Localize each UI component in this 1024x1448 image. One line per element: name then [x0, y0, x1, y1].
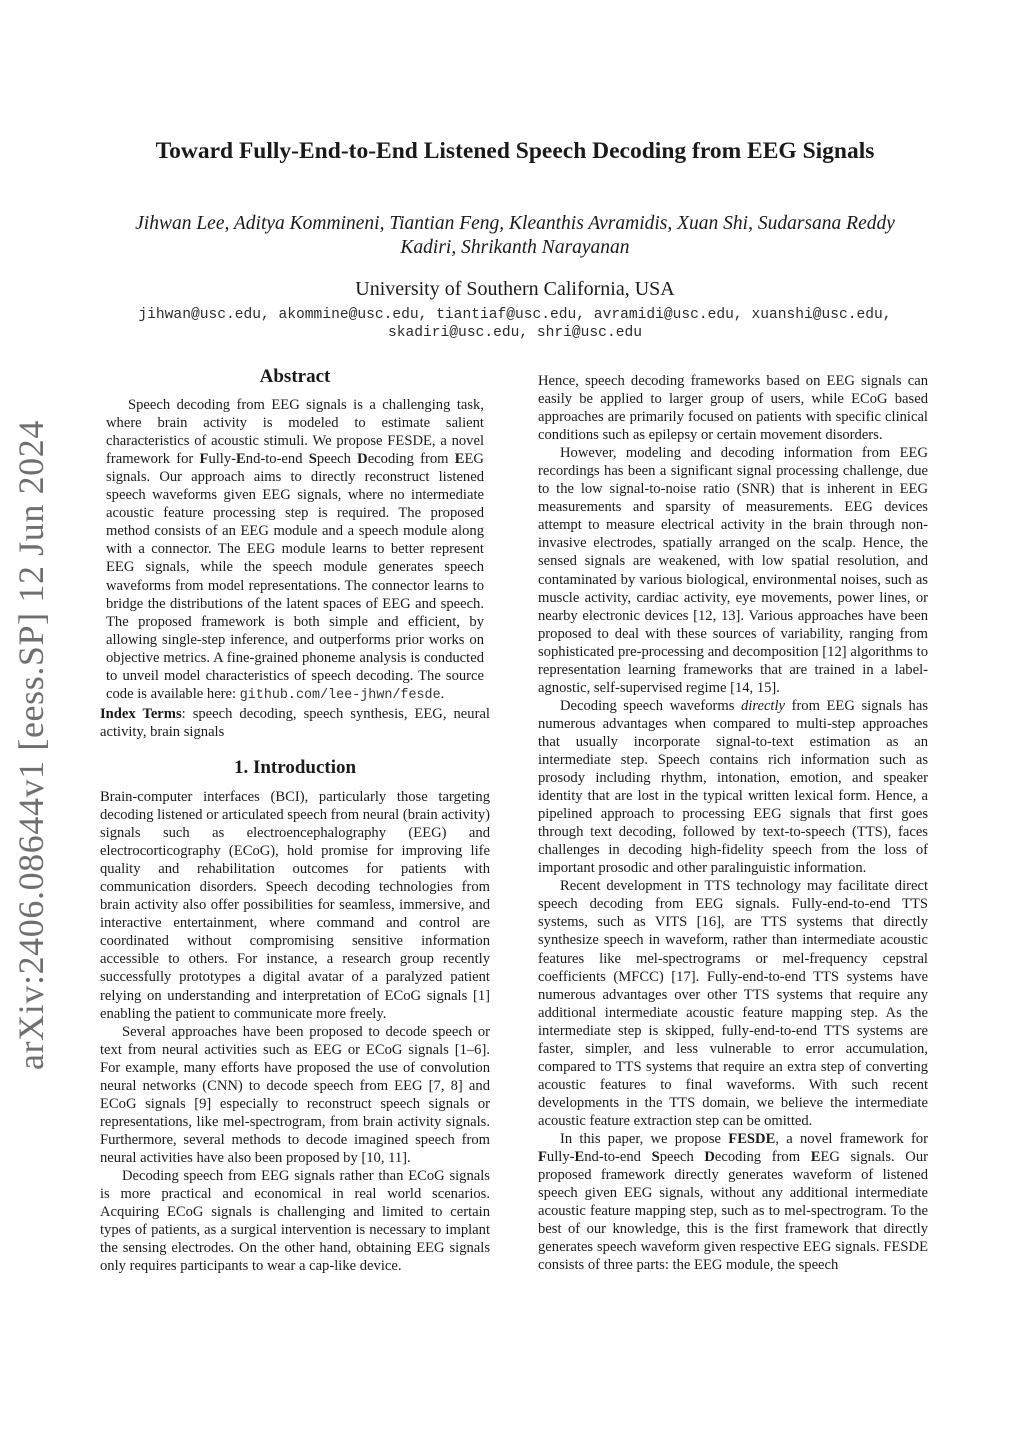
- affiliation: University of Southern California, USA: [355, 278, 675, 300]
- paper-title: Toward Fully-End-to-End Listened Speech Decoding from EEG Signals: [155, 138, 875, 164]
- arxiv-identifier: arXiv:2406.08644v1 [eess.SP] 12 Jun 2024: [11, 420, 51, 1070]
- author-emails: [100, 306, 930, 342]
- intro-paragraph-3: Decoding speech from EEG signals rather than ECoG signals is more practical and economical in real world scenarios. Acquiring ECoG signals is challenging and limited to certain types of patients, as a surgical intervention is necessary to implant the sensing electrodes. On the other hand, obtaining EEG signals only requires participants to wear a cap-like device.: [100, 1167, 490, 1275]
- intro-paragraph-5: Decoding speech waveforms directly from EEG signals has numerous advantages when compared to multi-step approaches that usually incorporate signal-to-text estimation as an intermediate step. Speech contains rich information such as prosody including rhythm, intonation, emotion, and speaker identity that are lost in the typical written lexical form. Hence, a pipelined approach to processing EEG signals that first goes through text decoding, followed by text-to-speech (TTS), faces challenges in decoding high-fidelity speech from the loss of important prosodic and other paralinguistic information.: [538, 697, 928, 877]
- right-column: [538, 372, 928, 1274]
- email-line-2: skadiri@usc.edu, shri@usc.edu: [388, 325, 642, 341]
- intro-paragraph-7: In this paper, we propose FESDE, a novel framework for Fully-End-to-end Speech Decoding from EEG signals. Our proposed framework directly generates waveform of listened speech given EEG signals, without any additional intermediate acoustic feature mapping step, such as to mel-spectrogram. To the best of our knowledge, this is the first framework that directly generates speech waveform given respective EEG signals. FESDE consists of three parts: the EEG module, the speech: [538, 1130, 928, 1274]
- intro-paragraph-1: Brain-computer interfaces (BCI), particularly those targeting decoding listened or articulated speech from neural (brain activity) signals such as electroencephalography (EEG) and electrocorticography (ECoG), hold promise for improving life quality and rehabilitation outcomes for patients with communication disorders. Speech decoding technologies from brain activity also offer possibilities for seamless, immersive, and interactive entertainment, where command and control are coordinated without compromising sensitive information accessible to others. For instance, a research group recently successfully prototypes a digital avatar of a paralyzed patient relying on understanding and interpretation of ECoG signals [1] enabling the patient to communicate more freely.: [100, 788, 490, 1022]
- introduction-heading: 1. Introduction: [233, 756, 357, 778]
- left-column: [100, 368, 490, 1275]
- intro-paragraph-6: Recent development in TTS technology may facilitate direct speech decoding from EEG signals. Fully-end-to-end TTS systems, such as VITS [16], are TTS systems that directly synthesize speech in waveform, rather than intermediate acoustic features like mel-spectrograms or mel-frequency cepstral coefficients (MFCC) [17]. Fully-end-to-end TTS systems have numerous advantages over other TTS systems that require any additional intermediate acoustic feature mapping step. As the intermediate step is skipped, fully-end-to-end TTS systems are faster, simpler, and less vulnerable to error accumulation, compared to TTS systems that require an extra step of converting acoustic features to final waveforms. With such recent developments in the TTS domain, we believe the intermediate acoustic feature extraction step can be omitted.: [538, 878, 928, 1129]
- intro-paragraph-3-continued: Hence, speech decoding frameworks based on EEG signals can easily be applied to larger group of users, while ECoG based approaches are primarily focused on patients with specific clinical conditions such as epilepsy or certain movement disorders.: [538, 373, 928, 444]
- email-line-1: jihwan@usc.edu, akommine@usc.edu, tiantiaf@usc.edu, avramidi@usc.edu, xuanshi@usc.edu,: [138, 307, 892, 323]
- author-list: [110, 212, 920, 260]
- author-line-2: Kadiri, Shrikanth Narayanan: [400, 237, 630, 258]
- source-code-link[interactable]: github.com/lee-jhwn/fesde: [239, 687, 441, 703]
- intro-paragraph-4: However, modeling and decoding information from EEG recordings has been a significant signal processing challenge, due to the low signal-to-noise ratio (SNR) that is inherent in EEG measurements and sparsity of measurements. EEG devices attempt to measure electrical activity in the brain through non-invasive electrodes, spatially arranged on the scalp. Hence, the sensed signals are weakened, with low spatial resolution, and contaminated by various biological, environmental noises, such as muscle activity, cardiac activity, eye movements, power lines, or nearby electronic devices [12, 13]. Various approaches have been proposed to deal with these sources of variability, ranging from sophisticated pre-processing and decomposition [12] algorithms to representation learning frameworks that are trained in a label-agnostic, self-supervised regime [14, 15].: [538, 445, 928, 696]
- abstract-heading: Abstract: [259, 366, 331, 387]
- abstract-paragraph: Speech decoding from EEG signals is a challenging task, where brain activity is modeled to estimate salient characteristics of acoustic stimuli. We propose FESDE, a novel framework for Fully-End-to-end Speech Decoding from EEG signals. Our approach aims to directly reconstruct listened speech waveforms given EEG signals, where no intermediate acoustic feature processing step is required. The proposed method consists of an EEG module and a speech module along with a connector. The EEG module learns to better represent EEG signals, while the speech module generates speech waveforms from model representations. The connector learns to bridge the distributions of the latent spaces of EEG and speech. The proposed framework is both simple and efficient, by allowing single-step inference, and outperforms prior works on objective metrics. A fine-grained phoneme analysis is conducted to unveil model characteristics of speech decoding. The source code is available here: github.com/lee-jhwn/fesde.: [106, 397, 484, 703]
- abstract-body: [100, 396, 490, 705]
- intro-paragraph-2: Several approaches have been proposed to decode speech or text from neural activities such as EEG or ECoG signals [1–6]. For example, many efforts have proposed the use of convolution neural networks (CNN) to decode speech from EEG [7, 8] and ECoG signals [9] especially to reconstruct speech signals or representations, like mel-spectrogram, from brain activity signals. Furthermore, several methods to decode imagined speech from neural activities have also been proposed by [10, 11].: [100, 1023, 490, 1166]
- author-line-1: Jihwan Lee, Aditya Kommineni, Tiantian Feng, Kleanthis Avramidis, Xuan Shi, Sudarsana Reddy: [135, 213, 895, 234]
- index-terms: Index Terms: speech decoding, speech synthesis, EEG, neural activity, brain signals: [100, 705, 490, 740]
